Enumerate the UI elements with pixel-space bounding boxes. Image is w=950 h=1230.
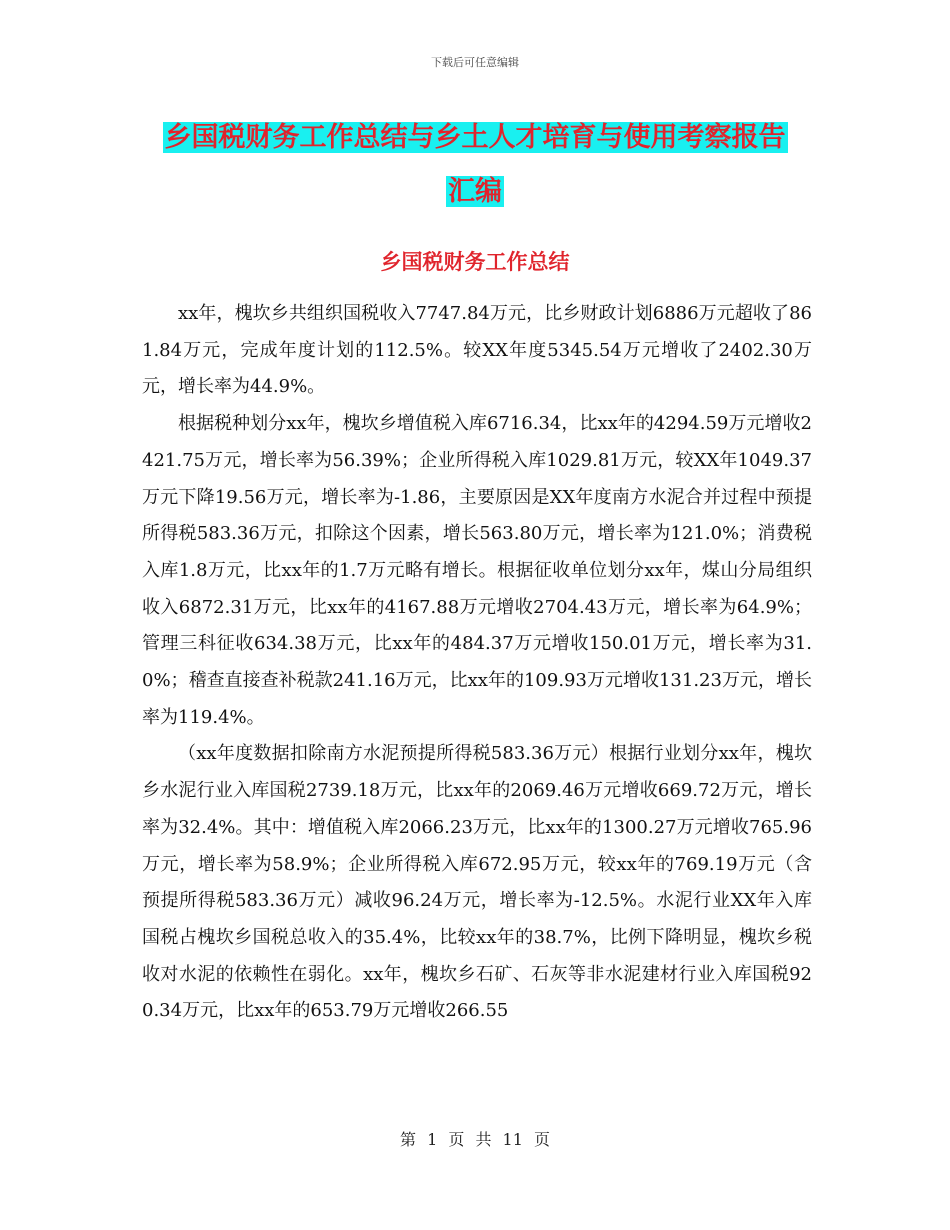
header-note: 下载后可任意编辑 <box>431 56 519 69</box>
paragraph-2: 根据税种划分xx年，槐坎乡增值税入库6716.34，比xx年的4294.59万元增收2421.75万元，增长率为56.39%；企业所得税入库1029.81万元，较XX年1049.37万元下降19.56万元，增长率为-1.86，主要原因是XX年度南方水泥合并过程中预提所得税583.36万元，扣除这个因素，增长563.80万元，增长率为121.0%；消费税入库1.8万元，比xx年的1.7万元略有增长。根据征收单位划分xx年，煤山分局组织收入6872.31万元，比xx年的4167.88万元增收2704.43万元，增长率为64.9%；管理三科征收634.38万元，比xx年的484.37万元增收150.01万元，增长率为31.0%；稽查直接查补税款241.16万元，比xx年的109.93万元增收131.23万元，增长率为119.4%。 <box>142 413 812 728</box>
section-title: 乡国税财务工作总结 <box>380 250 570 274</box>
page-footer: 第 1 页 共 11 页 <box>400 1130 550 1149</box>
document-title-line-1: 乡国税财务工作总结与乡土人才培育与使用考察报告 <box>164 122 786 153</box>
document-title <box>140 111 810 219</box>
document-title-line-2: 汇编 <box>448 176 502 207</box>
paragraph-1: xx年，槐坎乡共组织国税收入7747.84万元，比乡财政计划6886万元超收了861.84万元，完成年度计划的112.5%。较XX年度5345.54万元增收了2402.30万元，增长率为44.9%。 <box>142 303 812 398</box>
paragraph-3: （xx年度数据扣除南方水泥预提所得税583.36万元）根据行业划分xx年，槐坎乡水泥行业入库国税2739.18万元，比xx年的2069.46万元增收669.72万元，增长率为32.4%。其中：增值税入库2066.23万元，比xx年的1300.27万元增收765.96万元，增长率为58.9%；企业所得税入库672.95万元，较xx年的769.19万元（含预提所得税583.36万元）减收96.24万元，增长率为-12.5%。水泥行业XX年入库国税占槐坎乡国税总收入的35.4%，比较xx年的38.7%，比例下降明显，槐坎乡税收对水泥的依赖性在弱化。xx年，槐坎乡石矿、石灰等非水泥建材行业入库国税920.34万元，比xx年的653.79万元增收266.55 <box>142 743 812 1022</box>
document-body <box>142 296 812 1030</box>
